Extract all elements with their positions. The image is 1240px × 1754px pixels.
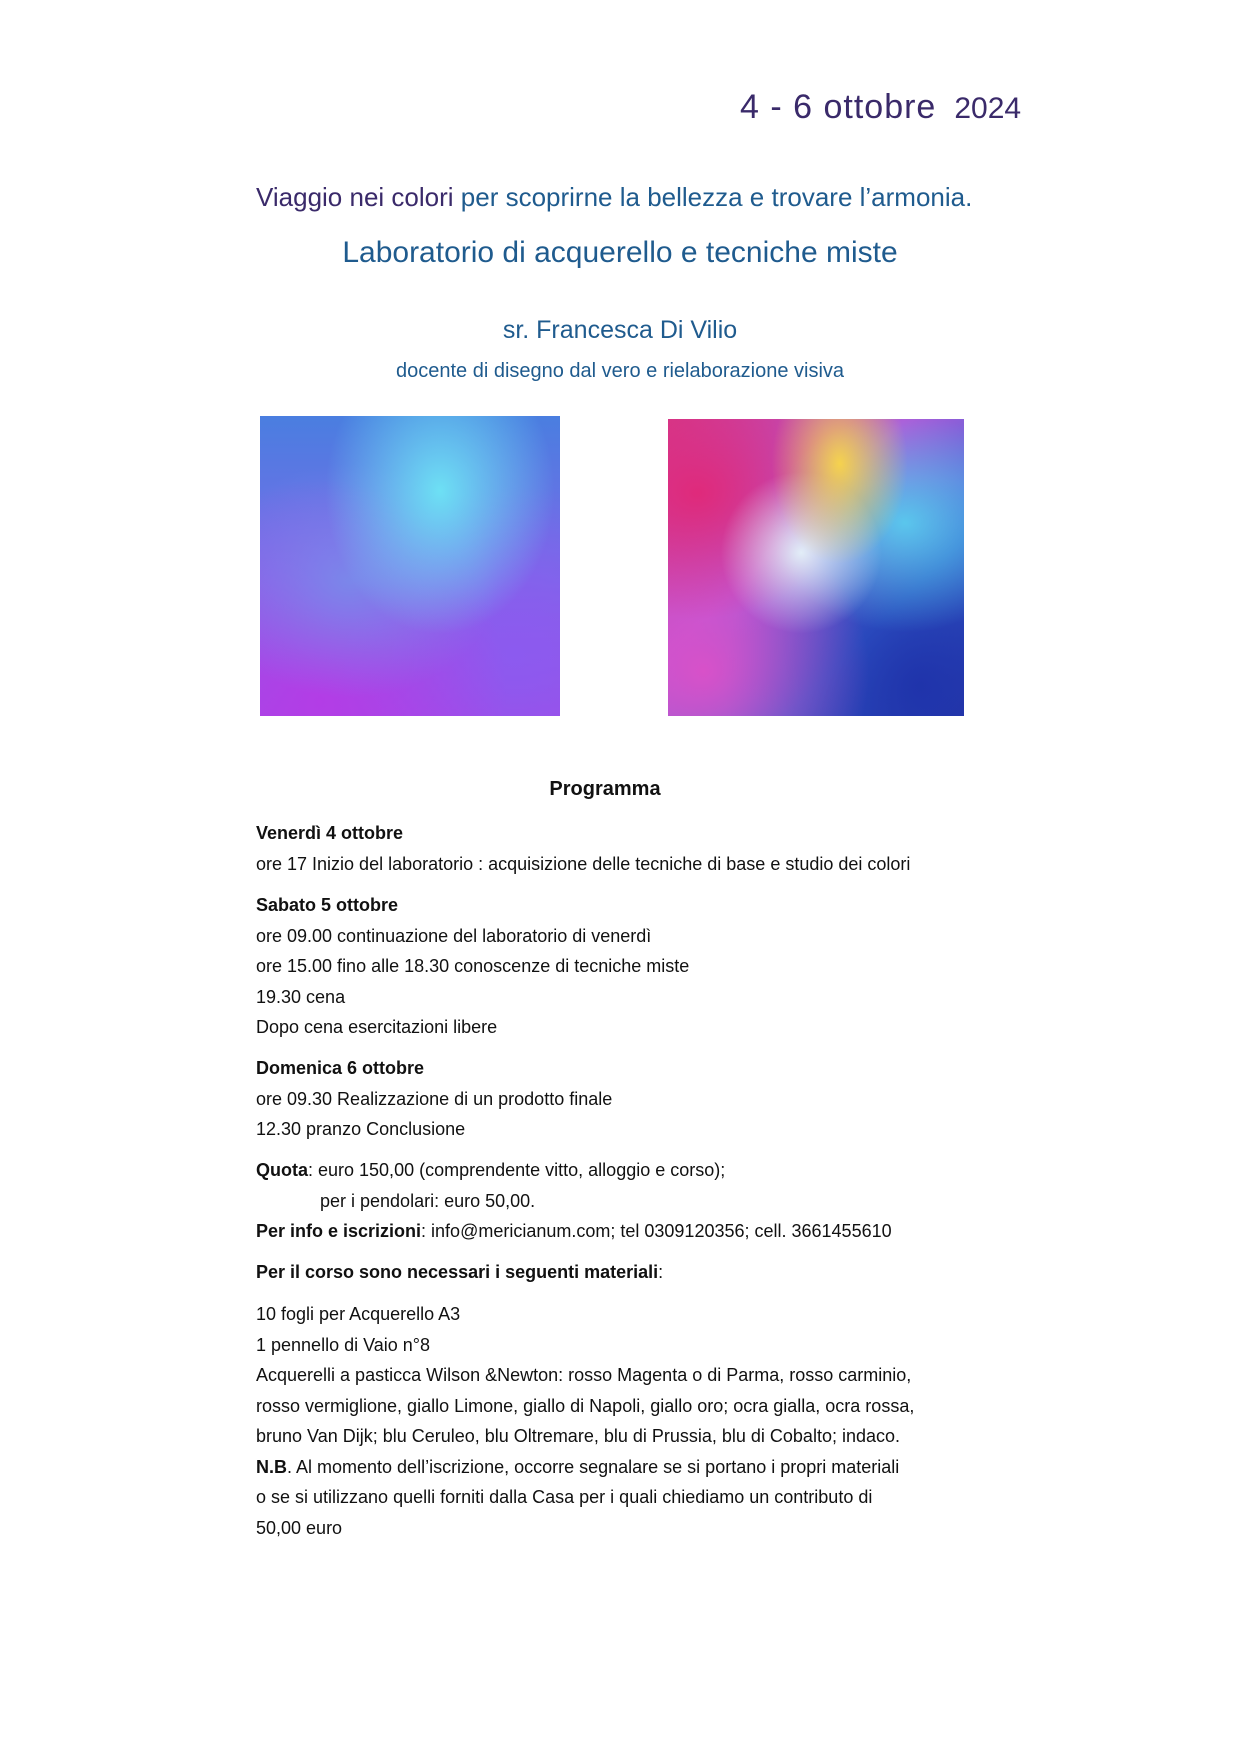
material-line: bruno Van Dijk; blu Ceruleo, blu Oltremare, blu di Prussia, blu di Cobalto; indaco. <box>256 1426 901 1446</box>
nb-line: o se si utilizzano quelli forniti dalla Casa per i quali chiediamo un contributo di <box>256 1487 873 1507</box>
day-heading: Sabato 5 ottobre <box>256 895 399 915</box>
materials-heading-text: Per il corso sono necessari i seguenti materiali <box>256 1262 659 1282</box>
material-line: rosso vermiglione, giallo Limone, giallo di Napoli, giallo oro; ocra gialla, ocra rossa, <box>256 1395 915 1416</box>
subtitle-lead: Viaggio nei colori <box>256 182 454 212</box>
material-line: 10 fogli per Acquerello A3 <box>256 1304 461 1324</box>
material-line: Acquerelli a pasticca Wilson &Newton: rosso Magenta o di Parma, rosso carminio, <box>256 1365 912 1385</box>
nb-label: N.B <box>256 1456 287 1477</box>
materials-heading-suffix: : <box>658 1262 664 1282</box>
fees-section <box>256 1155 892 1247</box>
fee-text: : euro 150,00 (comprendente vitto, alloggio e corso); <box>308 1160 726 1180</box>
nb-line: . Al momento dell’iscrizione, occorre segnalare se si portano i propri materiali <box>287 1456 900 1477</box>
day-heading: Venerdì 4 ottobre <box>256 823 404 843</box>
program-day-saturday <box>256 890 689 1043</box>
info-label: Per info e iscrizioni <box>256 1221 422 1241</box>
schedule-line: ore 09.00 continuazione del laboratorio di venerdì <box>256 925 652 946</box>
material-line: 1 pennello di Vaio n°8 <box>256 1334 430 1355</box>
schedule-line: ore 17 Inizio del laboratorio : acquisizione delle tecniche di base e studio dei colori <box>256 853 911 874</box>
workshop-title: Laboratorio di acquerello e tecniche miste <box>342 236 898 269</box>
teacher-name: sr. Francesca Di Vilio <box>502 316 738 344</box>
fee-label: Quota <box>256 1160 308 1180</box>
info-text: : info@mericianum.com; tel 0309120356; cell. 3661455610 <box>421 1221 892 1241</box>
program-title: Programma <box>549 778 661 800</box>
event-dates <box>740 88 1021 127</box>
program-day-sunday <box>256 1053 612 1145</box>
year: 2024 <box>954 92 1022 125</box>
subtitle <box>256 182 972 213</box>
schedule-line: 12.30 pranzo Conclusione <box>256 1119 466 1139</box>
day-heading: Domenica 6 ottobre <box>256 1058 425 1078</box>
date-range: 4 - 6 ottobre <box>740 88 937 126</box>
schedule-line: Dopo cena esercitazioni libere <box>256 1017 498 1037</box>
watercolor-image-multicolor <box>668 419 964 716</box>
watercolor-image-blue-violet <box>260 416 560 716</box>
schedule-line: 19.30 cena <box>256 986 346 1007</box>
program-day-friday <box>256 818 910 879</box>
commuter-fee: per i pendolari: euro 50,00. <box>320 1190 536 1211</box>
nb-line: 50,00 euro <box>256 1517 343 1538</box>
teacher-role: docente di disegno dal vero e rielaborazione visiva <box>395 360 845 382</box>
schedule-line: ore 09.30 Realizzazione di un prodotto finale <box>256 1088 613 1109</box>
materials-list <box>256 1299 914 1543</box>
materials-heading <box>256 1257 663 1288</box>
subtitle-rest: per scoprirne la bellezza e trovare l’armonia. <box>453 182 973 212</box>
schedule-line: ore 15.00 fino alle 18.30 conoscenze di tecniche miste <box>256 956 690 976</box>
